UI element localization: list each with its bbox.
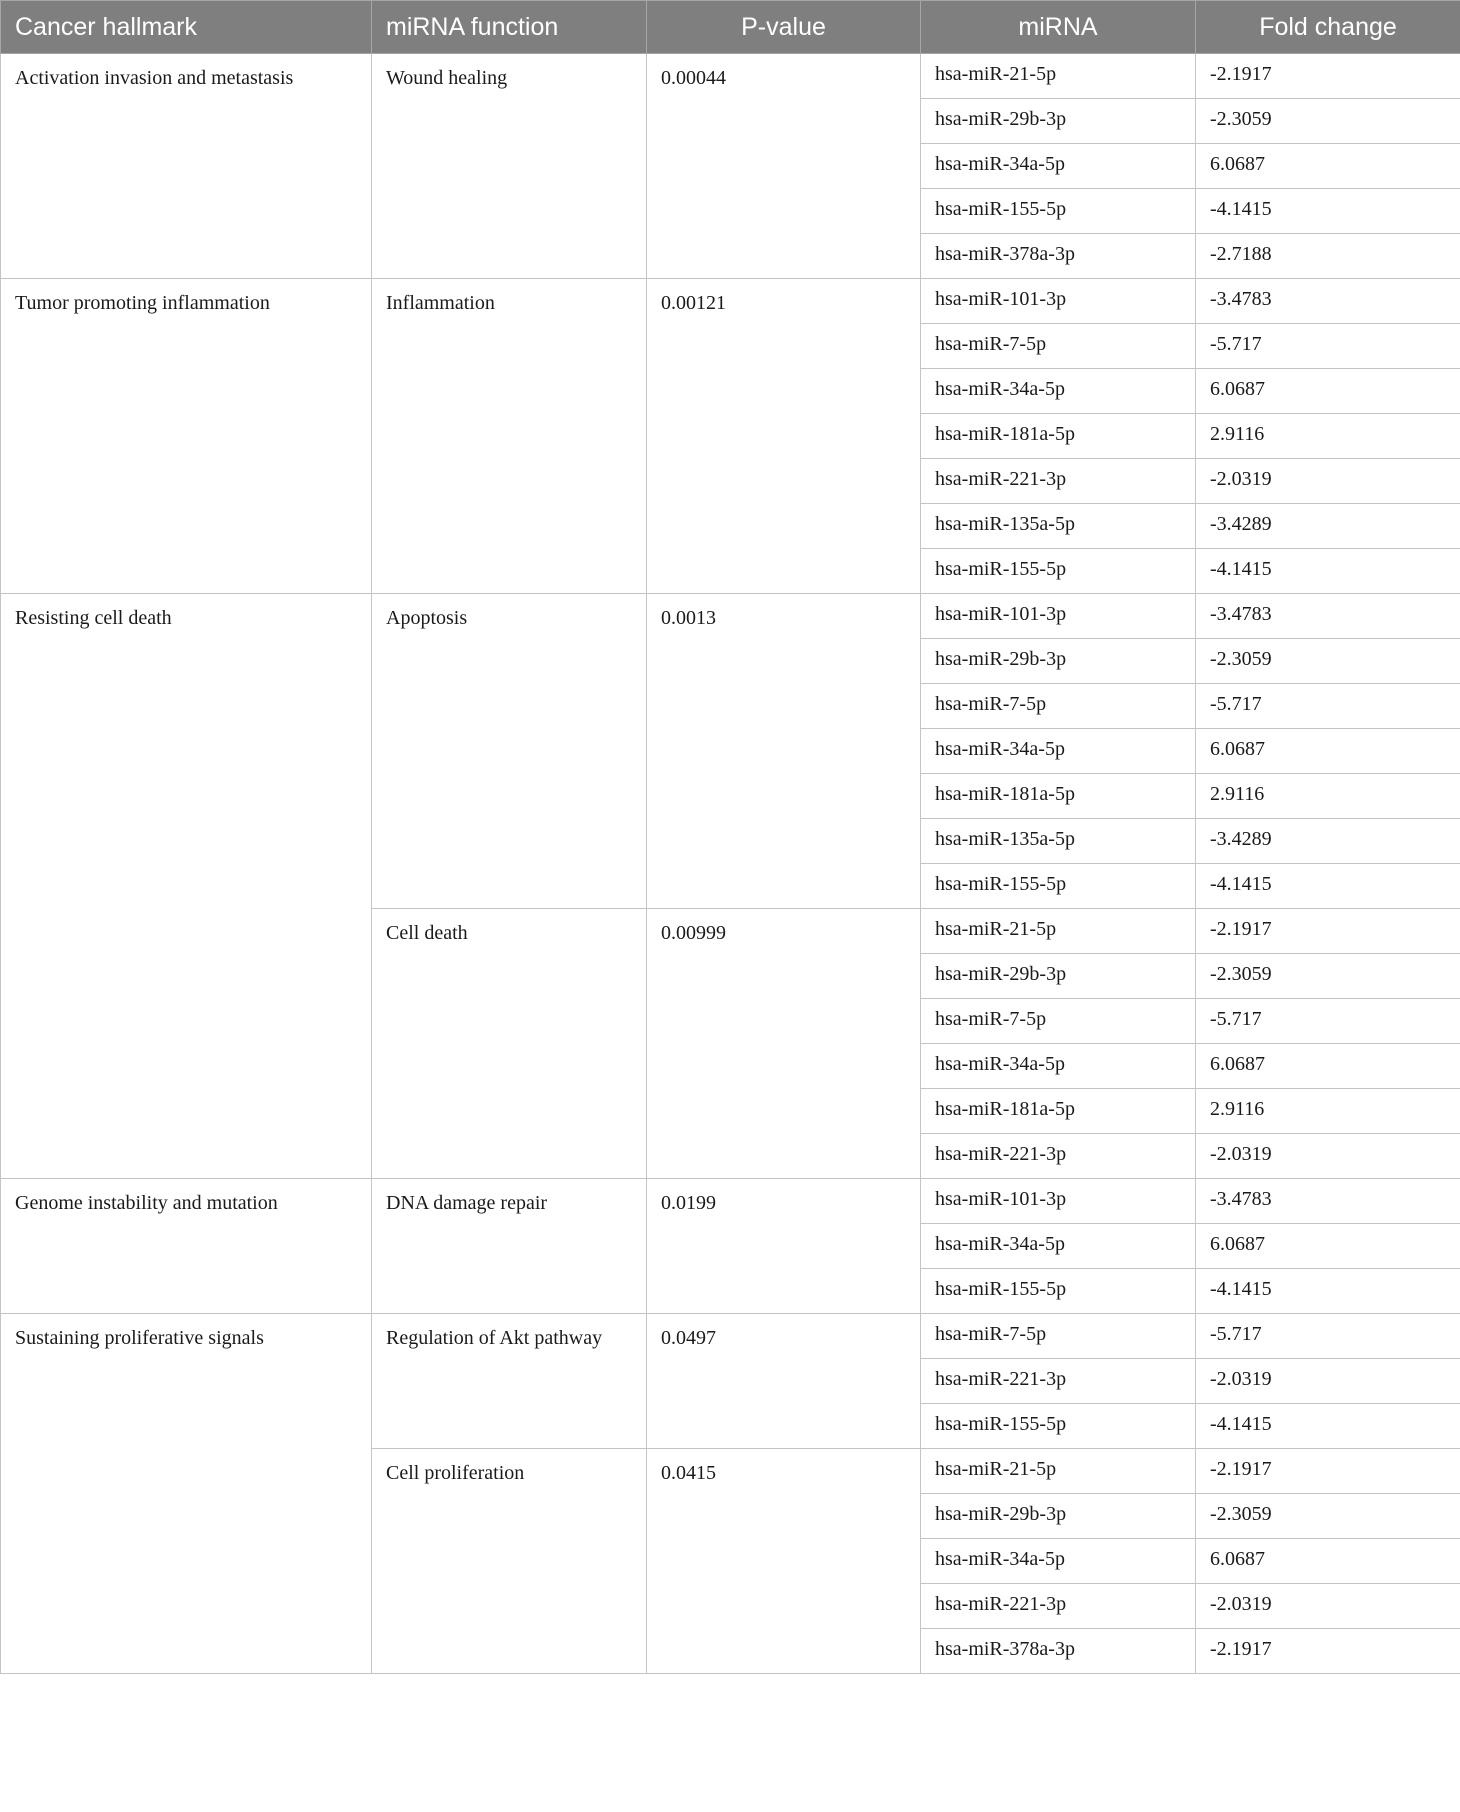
header-cancer-hallmark: Cancer hallmark [1,1,372,54]
fold-change-cell: -2.1917 [1196,909,1460,954]
fold-change-cell: 2.9116 [1196,774,1460,819]
p-value-cell: 0.0199 [647,1179,921,1314]
p-value-cell: 0.00121 [647,279,921,594]
mirna-cell: hsa-miR-378a-3p [921,234,1196,279]
mirna-cell: hsa-miR-135a-5p [921,504,1196,549]
table-row [1,1179,1460,1224]
mirna-cell: hsa-miR-29b-3p [921,639,1196,684]
hallmark-cell: Tumor promoting inflammation [1,279,372,594]
mirna-cell: hsa-miR-34a-5p [921,144,1196,189]
mirna-cell: hsa-miR-221-3p [921,1359,1196,1404]
mirna-cell: hsa-miR-101-3p [921,279,1196,324]
mirna-cell: hsa-miR-155-5p [921,189,1196,234]
fold-change-cell: -4.1415 [1196,189,1460,234]
mirna-cell: hsa-miR-34a-5p [921,369,1196,414]
mirna-cell: hsa-miR-7-5p [921,1314,1196,1359]
fold-change-cell: 6.0687 [1196,1044,1460,1089]
table-row [1,279,1460,324]
fold-change-cell: -3.4783 [1196,279,1460,324]
fold-change-cell: -2.0319 [1196,1359,1460,1404]
table-header [1,1,1460,54]
fold-change-cell: -4.1415 [1196,1404,1460,1449]
fold-change-cell: -5.717 [1196,684,1460,729]
table-body [1,54,1460,1674]
table-row [1,1314,1460,1359]
mirna-cell: hsa-miR-181a-5p [921,774,1196,819]
fold-change-cell: 6.0687 [1196,369,1460,414]
mirna-cell: hsa-miR-221-3p [921,1134,1196,1179]
fold-change-cell: -5.717 [1196,324,1460,369]
fold-change-cell: -3.4783 [1196,1179,1460,1224]
fold-change-cell: 2.9116 [1196,1089,1460,1134]
fold-change-cell: -5.717 [1196,1314,1460,1359]
fold-change-cell: -2.1917 [1196,54,1460,99]
p-value-cell: 0.00999 [647,909,921,1179]
p-value-cell: 0.0013 [647,594,921,909]
mirna-cell: hsa-miR-155-5p [921,549,1196,594]
header-mirna: miRNA [921,1,1196,54]
mirna-cell: hsa-miR-101-3p [921,1179,1196,1224]
fold-change-cell: -5.717 [1196,999,1460,1044]
function-cell: Inflammation [372,279,647,594]
function-cell: Apoptosis [372,594,647,909]
fold-change-cell: -3.4289 [1196,819,1460,864]
p-value-cell: 0.00044 [647,54,921,279]
p-value-cell: 0.0497 [647,1314,921,1449]
header-fold-change: Fold change [1196,1,1460,54]
fold-change-cell: 6.0687 [1196,729,1460,774]
fold-change-cell: -2.1917 [1196,1449,1460,1494]
mirna-cell: hsa-miR-29b-3p [921,954,1196,999]
fold-change-cell: -3.4289 [1196,504,1460,549]
function-cell: Wound healing [372,54,647,279]
function-cell: Cell death [372,909,647,1179]
fold-change-cell: -3.4783 [1196,594,1460,639]
fold-change-cell: 6.0687 [1196,144,1460,189]
function-cell: DNA damage repair [372,1179,647,1314]
mirna-cell: hsa-miR-7-5p [921,684,1196,729]
fold-change-cell: -2.3059 [1196,954,1460,999]
fold-change-cell: -2.1917 [1196,1629,1460,1674]
fold-change-cell: -2.0319 [1196,1134,1460,1179]
mirna-cell: hsa-miR-101-3p [921,594,1196,639]
mirna-cell: hsa-miR-181a-5p [921,414,1196,459]
mirna-cell: hsa-miR-7-5p [921,324,1196,369]
mirna-cell: hsa-miR-34a-5p [921,729,1196,774]
mirna-cell: hsa-miR-34a-5p [921,1539,1196,1584]
hallmark-cell: Resisting cell death [1,594,372,1179]
hallmark-cell: Activation invasion and metastasis [1,54,372,279]
fold-change-cell: -4.1415 [1196,864,1460,909]
mirna-cell: hsa-miR-155-5p [921,1269,1196,1314]
mirna-cell: hsa-miR-155-5p [921,864,1196,909]
mirna-cell: hsa-miR-135a-5p [921,819,1196,864]
fold-change-cell: -2.3059 [1196,639,1460,684]
header-row [1,1,1460,54]
mirna-cell: hsa-miR-181a-5p [921,1089,1196,1134]
header-p-value: P-value [647,1,921,54]
table-row [1,594,1460,639]
fold-change-cell: -4.1415 [1196,549,1460,594]
mirna-cell: hsa-miR-7-5p [921,999,1196,1044]
fold-change-cell: 6.0687 [1196,1539,1460,1584]
mirna-cell: hsa-miR-221-3p [921,1584,1196,1629]
mirna-cell: hsa-miR-21-5p [921,54,1196,99]
fold-change-cell: 2.9116 [1196,414,1460,459]
mirna-cell: hsa-miR-21-5p [921,1449,1196,1494]
mirna-cell: hsa-miR-221-3p [921,459,1196,504]
p-value-cell: 0.0415 [647,1449,921,1674]
mirna-cell: hsa-miR-34a-5p [921,1044,1196,1089]
mirna-cell: hsa-miR-155-5p [921,1404,1196,1449]
fold-change-cell: -2.7188 [1196,234,1460,279]
table-row [1,54,1460,99]
hallmark-cell: Sustaining proliferative signals [1,1314,372,1674]
fold-change-cell: -2.0319 [1196,459,1460,504]
fold-change-cell: 6.0687 [1196,1224,1460,1269]
header-mirna-function: miRNA function [372,1,647,54]
function-cell: Cell proliferation [372,1449,647,1674]
mirna-cell: hsa-miR-378a-3p [921,1629,1196,1674]
mirna-cell: hsa-miR-29b-3p [921,99,1196,144]
fold-change-cell: -2.0319 [1196,1584,1460,1629]
fold-change-cell: -2.3059 [1196,1494,1460,1539]
fold-change-cell: -4.1415 [1196,1269,1460,1314]
function-cell: Regulation of Akt pathway [372,1314,647,1449]
mirna-cell: hsa-miR-21-5p [921,909,1196,954]
mirna-cell: hsa-miR-34a-5p [921,1224,1196,1269]
hallmark-cell: Genome instability and mutation [1,1179,372,1314]
mirna-cell: hsa-miR-29b-3p [921,1494,1196,1539]
fold-change-cell: -2.3059 [1196,99,1460,144]
